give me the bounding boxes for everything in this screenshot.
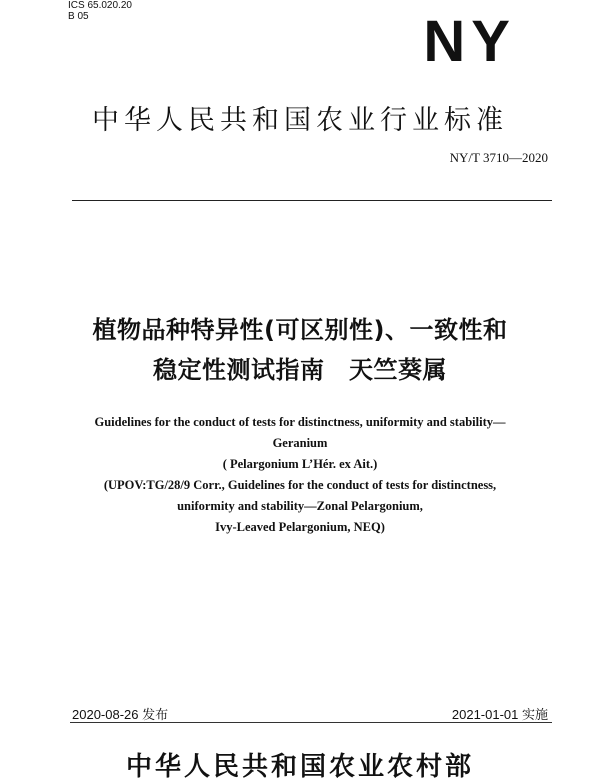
ics-code: ICS 65.020.20 (68, 0, 132, 11)
english-title-line-3: ( Pelargonium L’Hér. ex Ait.) (222, 457, 378, 471)
ny-logo: NY (423, 9, 516, 74)
english-title-line-5: uniformity and stability—Zonal Pelargonium, (177, 499, 423, 513)
english-title-line-2: Geranium (272, 436, 328, 450)
chinese-title-line-1: 植物品种特异性(可区别性)、一致性和 (92, 316, 508, 344)
standard-category: 中华人民共和国农业行业标准 (92, 105, 508, 136)
english-title-line-1: Guidelines for the conduct of tests for distinctness, uniformity and stability— (94, 415, 506, 429)
english-title-line-4: (UPOV:TG/28/9 Corr., Guidelines for the conduct of tests for distinctness, (103, 478, 497, 492)
english-title-line-6: Ivy-Leaved Pelargonium, NEQ) (215, 520, 385, 534)
chinese-title-line-2: 稳定性测试指南 天竺葵属 (153, 356, 447, 384)
class-code: B 05 (68, 11, 89, 22)
footer-divider (70, 722, 552, 723)
header-divider (72, 200, 552, 201)
issuing-ministry: 中华人民共和国农业农村部 (125, 752, 474, 782)
english-title (0, 412, 600, 538)
chinese-title (0, 310, 600, 390)
standard-code: NY/T 3710—2020 (449, 150, 548, 165)
implement-date: 2021-01-01 实施 (451, 707, 548, 722)
ics-classification (68, 0, 132, 22)
publish-date: 2020-08-26 发布 (72, 707, 169, 722)
